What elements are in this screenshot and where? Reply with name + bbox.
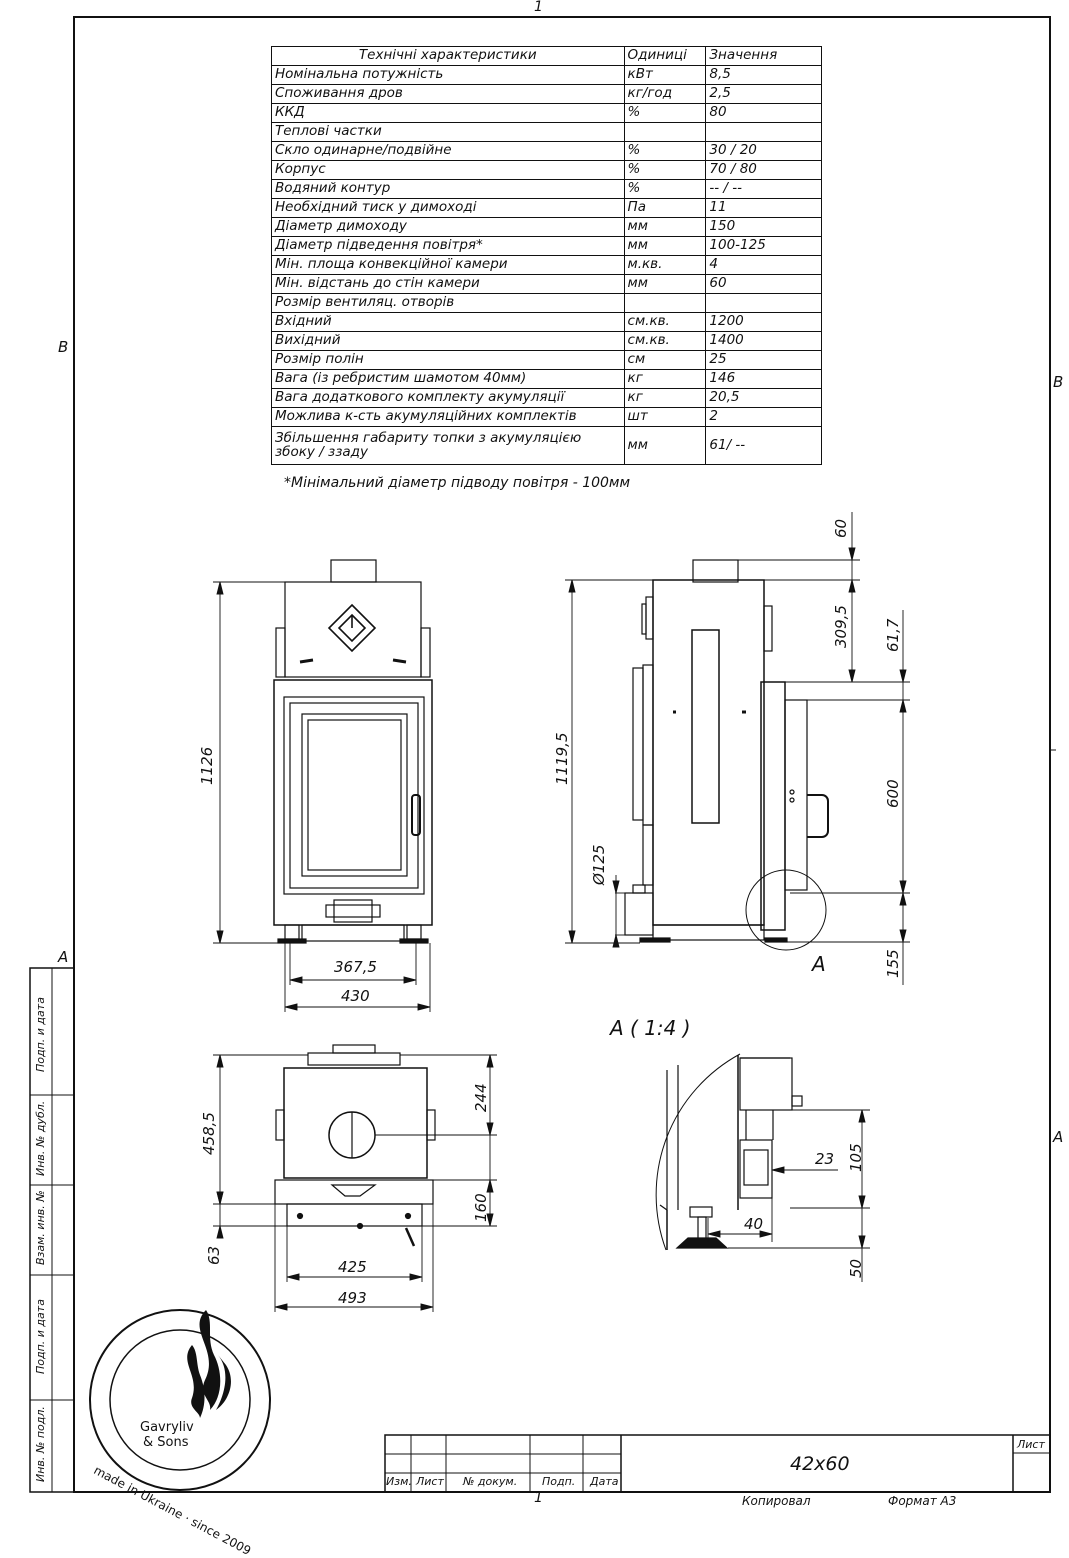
- front-diamond-emblem: [329, 605, 375, 651]
- brand-ring-text: made in Ukraine · since 2009: [91, 1463, 254, 1558]
- spec-cell-name: Вага (із ребристим шамотом 40мм): [272, 370, 625, 389]
- spec-cell-unit: кг: [624, 389, 706, 408]
- spec-cell-unit: %: [624, 161, 706, 180]
- front-glass: [308, 720, 401, 870]
- spec-cell-name: Номінальна потужність: [272, 66, 625, 85]
- spec-cell-value: 80: [706, 104, 822, 123]
- table-row: [272, 256, 822, 275]
- side-door-frame: [785, 700, 807, 890]
- title-col-doc: № докум.: [463, 1475, 518, 1488]
- side-vent-slot: [692, 630, 719, 823]
- spec-cell-unit: кВт: [624, 66, 706, 85]
- spec-cell-name: Розмір вентиляц. отворів: [272, 294, 625, 313]
- spec-cell-name: Водяний контур: [272, 180, 625, 199]
- table-row: [272, 218, 822, 237]
- detail-a-bracket: [740, 1140, 772, 1198]
- detail-a-dim-23: 23: [815, 1150, 835, 1168]
- table-row: [272, 123, 822, 142]
- spec-cell-value: 61/ --: [706, 427, 822, 465]
- front-upper-box: [285, 582, 421, 677]
- title-col-list: Лист: [416, 1475, 444, 1488]
- drawing-designation: 42x60: [790, 1453, 850, 1475]
- spec-cell-unit: мм: [624, 275, 706, 294]
- spec-cell-name: Діаметр димоходу: [272, 218, 625, 237]
- spec-cell-unit: мм: [624, 237, 706, 256]
- front-inner-width-dim: 367,5: [334, 958, 377, 976]
- brand-name-line1: Gavryliv: [140, 1420, 194, 1435]
- detail-a-foot: [677, 1238, 727, 1248]
- spec-cell-name: Теплові частки: [272, 123, 625, 142]
- table-row: [272, 427, 822, 465]
- spec-cell-name: Споживання дров: [272, 85, 625, 104]
- top-inner-width-dim: 425: [338, 1258, 367, 1276]
- spec-cell-unit: %: [624, 142, 706, 161]
- spec-table-header: [272, 47, 822, 66]
- table-row: [272, 389, 822, 408]
- spec-cell-unit: кг: [624, 370, 706, 389]
- top-depth-dim: 458,5: [200, 1112, 218, 1155]
- spec-cell-value: 25: [706, 351, 822, 370]
- spec-cell-value: 150: [706, 218, 822, 237]
- title-format: Формат A3: [888, 1494, 957, 1508]
- spec-cell-value: 146: [706, 370, 822, 389]
- top-front-frame: [275, 1180, 433, 1204]
- spec-cell-unit: м.кв.: [624, 256, 706, 275]
- spec-cell-name: Корпус: [272, 161, 625, 180]
- table-row: [272, 199, 822, 218]
- zone-label-top: 1: [534, 0, 543, 15]
- detail-a-dimensions: [708, 1110, 870, 1282]
- side-dimensions: [565, 512, 910, 985]
- front-dimensions: [213, 582, 430, 1012]
- table-row: [272, 85, 822, 104]
- spec-cell-name: Мін. відстань до стін камери: [272, 275, 625, 294]
- table-row: [272, 104, 822, 123]
- zone-label-right-b: B: [1053, 373, 1064, 391]
- title-col-data: Дата: [590, 1475, 619, 1488]
- table-row: [272, 351, 822, 370]
- front-door: [284, 697, 424, 894]
- front-view: [274, 560, 432, 943]
- table-row: [272, 142, 822, 161]
- side-pipe-dim: Ø125: [590, 844, 608, 885]
- table-row: [272, 313, 822, 332]
- spec-cell-value: 4: [706, 256, 822, 275]
- spec-cell-value: 1400: [706, 332, 822, 351]
- spec-cell-value: -- / --: [706, 180, 822, 199]
- spec-cell-name: ККД: [272, 104, 625, 123]
- flame-icon: [187, 1310, 231, 1418]
- table-row: [272, 294, 822, 313]
- side-flue-dim: 309,5: [832, 605, 850, 648]
- side-top-dim: 60: [832, 518, 850, 538]
- spec-cell-value: 1200: [706, 313, 822, 332]
- zone-label-right-a: A: [1053, 1128, 1064, 1146]
- spec-cell-value: [706, 294, 822, 313]
- spec-cell-value: 11: [706, 199, 822, 218]
- spec-cell-name: Необхідний тиск у димоході: [272, 199, 625, 218]
- title-col-podp: Подп.: [542, 1475, 576, 1488]
- spec-cell-name: Скло одинарне/подвійне: [272, 142, 625, 161]
- detail-a-dim-50: 50: [847, 1258, 865, 1278]
- side-door-dim: 600: [884, 779, 902, 808]
- side-body: [653, 580, 764, 925]
- spec-cell-name: Мін. площа конвекційної камери: [272, 256, 625, 275]
- front-flue: [331, 560, 376, 582]
- spec-cell-value: 20,5: [706, 389, 822, 408]
- spec-cell-value: 8,5: [706, 66, 822, 85]
- zone-label-left-b: B: [58, 338, 69, 356]
- zone-label-left-a: A: [58, 948, 69, 966]
- top-outer-width-dim: 493: [338, 1289, 367, 1307]
- table-row: [272, 66, 822, 85]
- spec-cell-unit: см.кв.: [624, 332, 706, 351]
- spec-cell-name: Вага додаткового комплекту акумуляції: [272, 389, 625, 408]
- spec-cell-name: Вхідний: [272, 313, 625, 332]
- detail-a-view: [656, 1054, 802, 1250]
- spec-cell-value: 2: [706, 408, 822, 427]
- spec-cell-value: 60: [706, 275, 822, 294]
- front-air-regulator: [334, 900, 372, 922]
- table-row: [272, 161, 822, 180]
- side-bottom-dim: 155: [884, 949, 902, 978]
- side-flue: [693, 560, 738, 582]
- spec-cell-unit: мм: [624, 218, 706, 237]
- side-height-dim: 1119,5: [553, 732, 571, 785]
- spec-cell-name: Діаметр підведення повітря*: [272, 237, 625, 256]
- detail-a-dim-105: 105: [847, 1143, 865, 1172]
- zone-label-bottom: 1: [534, 1490, 543, 1506]
- table-row: [272, 180, 822, 199]
- stamp-sign-date-2: Подп. и дата: [34, 1299, 47, 1374]
- spec-header-unit: Одиниці: [624, 47, 706, 66]
- spec-cell-unit: мм: [624, 427, 706, 465]
- front-height-dim: 1126: [198, 746, 216, 785]
- top-front-offset-dim: 160: [472, 1193, 490, 1222]
- stamp-orig-inv: Инв. № подл.: [34, 1406, 47, 1482]
- top-view: [275, 1045, 435, 1246]
- title-col-izm: Изм.: [386, 1475, 412, 1488]
- stamp-replace-inv: Взам. инв. №: [34, 1190, 47, 1265]
- detail-a-dim-40: 40: [744, 1215, 764, 1233]
- spec-cell-value: 100-125: [706, 237, 822, 256]
- spec-cell-value: 30 / 20: [706, 142, 822, 161]
- table-row: [272, 370, 822, 389]
- spec-cell-value: 2,5: [706, 85, 822, 104]
- side-step-dim: 61,7: [884, 618, 902, 652]
- side-air-pipe: [625, 893, 653, 935]
- spec-cell-unit: см: [624, 351, 706, 370]
- spec-cell-name: Вихідний: [272, 332, 625, 351]
- top-flue-offset-dim: 244: [472, 1083, 490, 1112]
- detail-a-door-bottom: [740, 1058, 792, 1110]
- top-base-plate: [287, 1204, 422, 1226]
- spec-cell-value: [706, 123, 822, 142]
- title-sheet-label: Лист: [1017, 1438, 1045, 1451]
- front-outer-width-dim: 430: [341, 987, 370, 1005]
- front-door-handle: [412, 795, 420, 835]
- table-row: [272, 332, 822, 351]
- spec-header-value: Значення: [706, 47, 822, 66]
- spec-cell-unit: Па: [624, 199, 706, 218]
- spec-cell-name: Збільшення габариту топки з акумуляцією збоку / ззаду: [272, 427, 625, 465]
- stamp-dup-inv: Инв. № дубл.: [34, 1100, 47, 1176]
- side-door-handle: [807, 795, 828, 837]
- brand-logo: [90, 1310, 270, 1490]
- spec-cell-unit: см.кв.: [624, 313, 706, 332]
- title-copied: Копировал: [742, 1494, 811, 1508]
- spec-cell-unit: %: [624, 104, 706, 123]
- spec-cell-unit: %: [624, 180, 706, 199]
- table-row: [272, 237, 822, 256]
- table-row: [272, 408, 822, 427]
- stamp-sign-date-1: Подп. и дата: [34, 997, 47, 1072]
- top-plate-dim: 63: [205, 1245, 223, 1265]
- spec-cell-unit: шт: [624, 408, 706, 427]
- spec-header-name: Технічні характеристики: [272, 47, 625, 66]
- spec-cell-name: Можлива к-сть акумуляційних комплектів: [272, 408, 625, 427]
- top-body: [284, 1068, 427, 1178]
- detail-a-title: A ( 1:4 ): [610, 1016, 691, 1040]
- spec-table: [271, 46, 822, 465]
- brand-name-line2: & Sons: [143, 1435, 189, 1450]
- spec-cell-name: Розмір полін: [272, 351, 625, 370]
- spec-footnote: *Мінімальний діаметр підводу повітря - 100мм: [284, 475, 631, 491]
- table-row: [272, 275, 822, 294]
- spec-cell-value: 70 / 80: [706, 161, 822, 180]
- spec-cell-unit: [624, 294, 706, 313]
- detail-a-marker: A: [812, 952, 826, 976]
- spec-cell-unit: [624, 123, 706, 142]
- side-view: [625, 560, 828, 950]
- spec-cell-unit: кг/год: [624, 85, 706, 104]
